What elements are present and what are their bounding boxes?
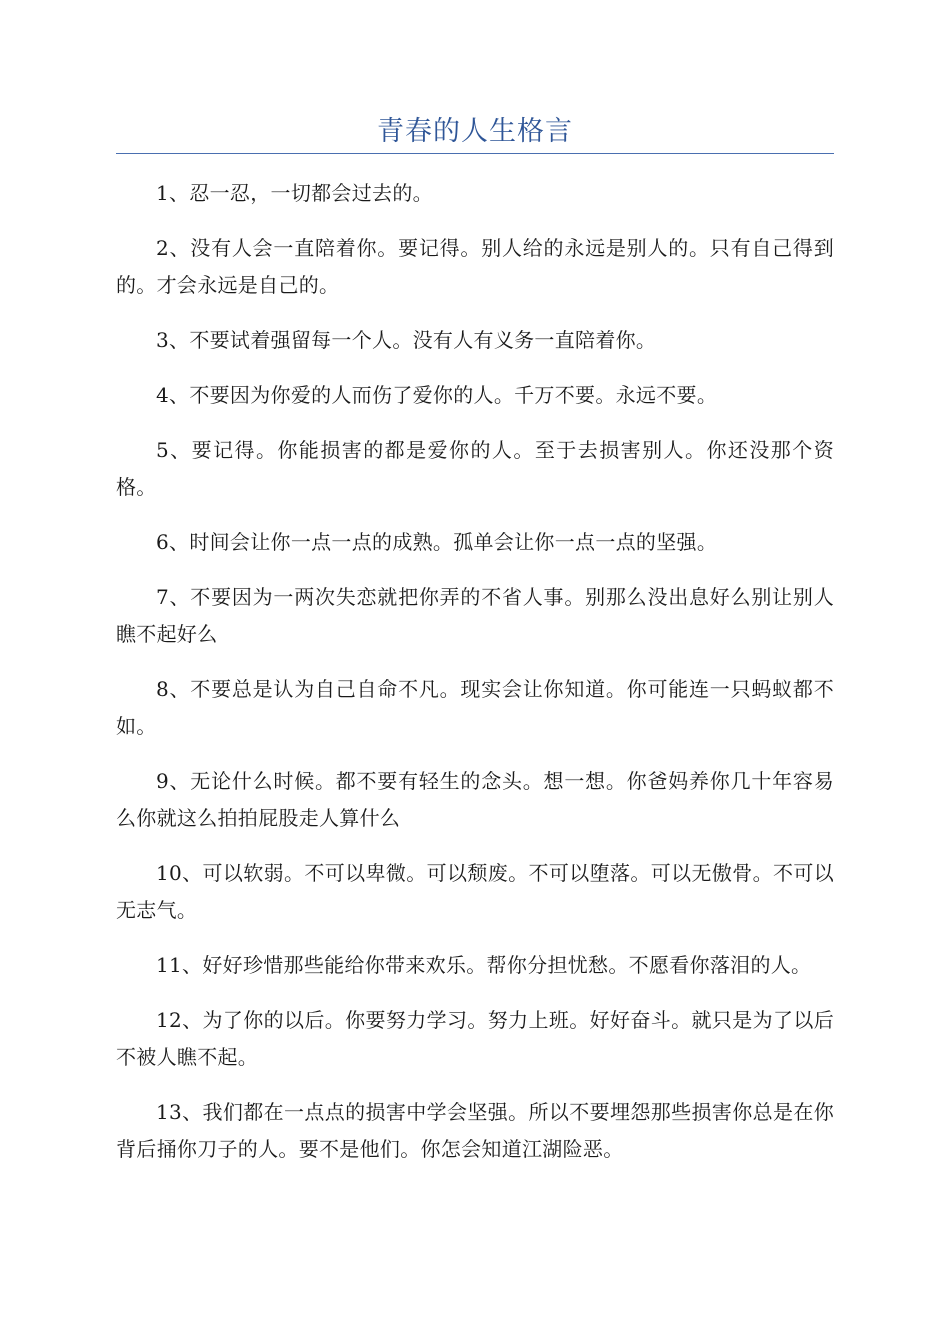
paragraph: 1、忍一忍，一切都会过去的。 [156, 181, 433, 205]
paragraph: 4、不要因为你爱的人而伤了爱你的人。千万不要。永远不要。 [156, 383, 718, 407]
paragraph: 2、没有人会一直陪着你。要记得。别人给的永远是别人的。只有自己得到的。才会永远是自己的。 [116, 236, 834, 297]
paragraph: 3、不要试着强留每一个人。没有人有义务一直陪着你。 [156, 328, 657, 352]
paragraph: 8、不要总是认为自己自命不凡。现实会让你知道。你可能连一只蚂蚁都不如。 [116, 677, 834, 738]
title-underline [116, 153, 834, 154]
paragraph: 10、可以软弱。不可以卑微。可以颓废。不可以堕落。可以无傲骨。不可以无志气。 [116, 861, 834, 922]
document-body [116, 175, 834, 1186]
paragraph: 13、我们都在一点点的损害中学会坚强。所以不要埋怨那些损害你总是在你背后捅你刀子的人。要不是他们。你怎会知道江湖险恶。 [116, 1100, 834, 1161]
paragraph: 5、要记得。你能损害的都是爱你的人。至于去损害别人。你还没那个资格。 [116, 438, 834, 499]
paragraph: 7、不要因为一两次失恋就把你弄的不省人事。别那么没出息好么别让别人瞧不起好么 [116, 585, 834, 646]
paragraph: 6、时间会让你一点一点的成熟。孤单会让你一点一点的坚强。 [156, 530, 718, 554]
paragraph: 9、无论什么时候。都不要有轻生的念头。想一想。你爸妈养你几十年容易么你就这么拍拍屁股走人算什么 [116, 769, 834, 830]
paragraph: 12、为了你的以后。你要努力学习。努力上班。好好奋斗。就只是为了以后不被人瞧不起。 [116, 1008, 834, 1069]
document-title: 青春的人生格言 [377, 116, 573, 147]
paragraph: 11、好好珍惜那些能给你带来欢乐。帮你分担忧愁。不愿看你落泪的人。 [156, 953, 812, 977]
